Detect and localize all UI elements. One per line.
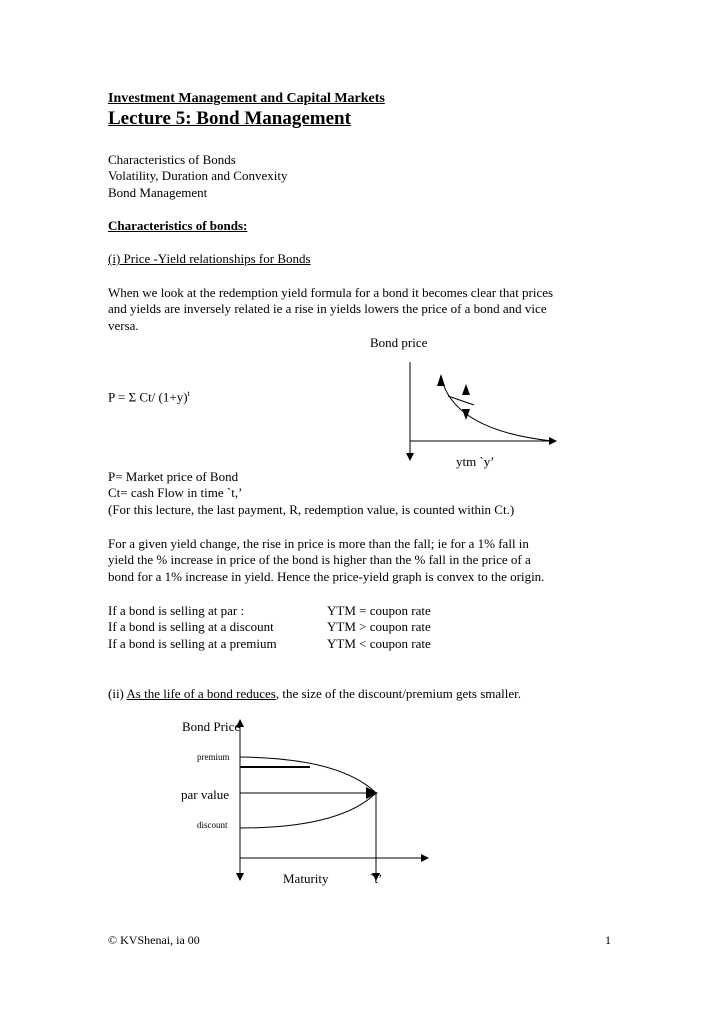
chart1-xlabel: ytm `y’: [456, 454, 495, 469]
chart2-ylabel: Bond Price: [182, 719, 241, 734]
definition-line: P= Market price of Bond: [108, 469, 239, 484]
subsection2-text: (ii) As the life of a bond reduces, the size of the discount/premium gets smaller.: [108, 686, 522, 701]
lecture-title: Lecture 5: Bond Management: [108, 108, 351, 129]
price-formula: P = Σ Ct/ $(1+y)^t$: [108, 389, 190, 405]
paragraph-line: When we look at the redemption yield formula for a bond it becomes clear that prices: [108, 285, 554, 300]
discount-curve: [240, 793, 376, 828]
chart1-ylabel: Bond price: [370, 335, 428, 350]
discount-label: discount: [197, 820, 228, 830]
paragraph-line: and yields are inversely related ie a rise in yields lowers the price of a bond and vice: [108, 301, 547, 316]
course-title: Investment Management and Capital Markets: [108, 91, 385, 106]
price-yield-curve: [441, 376, 552, 441]
rule-result: YTM < coupon rate: [327, 636, 431, 651]
subsection-heading: (i) Price -Yield relationships for Bonds: [108, 251, 311, 266]
maturity-chart: [240, 720, 428, 880]
rule-result: YTM > coupon rate: [327, 619, 431, 634]
section-heading: Characteristics of bonds:: [108, 218, 248, 233]
paragraph-line: yield the % increase in price of the bond is higher than the % fall in the price of a: [108, 552, 531, 567]
contents-item: Volatility, Duration and Convexity: [108, 168, 288, 183]
par-value-label: par value: [181, 787, 230, 802]
rule-condition: If a bond is selling at par :: [108, 603, 245, 618]
footer-author: © KVShenai, ia 00: [108, 933, 200, 947]
up-arrow-marker: [437, 374, 445, 386]
premium-label: premium: [197, 752, 230, 762]
premium-curve: [240, 757, 376, 793]
page-number: 1: [605, 933, 611, 947]
paragraph-line: bond for a 1% increase in yield. Hence the price-yield graph is convex to the origin.: [108, 569, 545, 584]
definition-line: Ct= cash Flow in time `t,’: [108, 485, 243, 500]
paragraph-line: For a given yield change, the rise in price is more than the fall; ie for a 1% fall in: [108, 536, 529, 551]
chart2-xlabel: Maturity: [283, 871, 329, 886]
contents-item: Characteristics of Bonds: [108, 152, 236, 167]
paragraph-line: versa.: [108, 318, 139, 333]
rule-condition: If a bond is selling at a discount: [108, 619, 274, 634]
definition-line: (For this lecture, the last payment, R, redemption value, is counted within Ct.): [108, 502, 515, 517]
rule-result: YTM = coupon rate: [327, 603, 431, 618]
rule-condition: If a bond is selling at a premium: [108, 636, 277, 651]
price-yield-chart: [410, 362, 556, 460]
down-arrow-marker: [462, 409, 470, 420]
contents-item: Bond Management: [108, 185, 208, 200]
chart2-t-label: `t’: [370, 871, 383, 886]
up-arrow-marker: [462, 384, 470, 395]
